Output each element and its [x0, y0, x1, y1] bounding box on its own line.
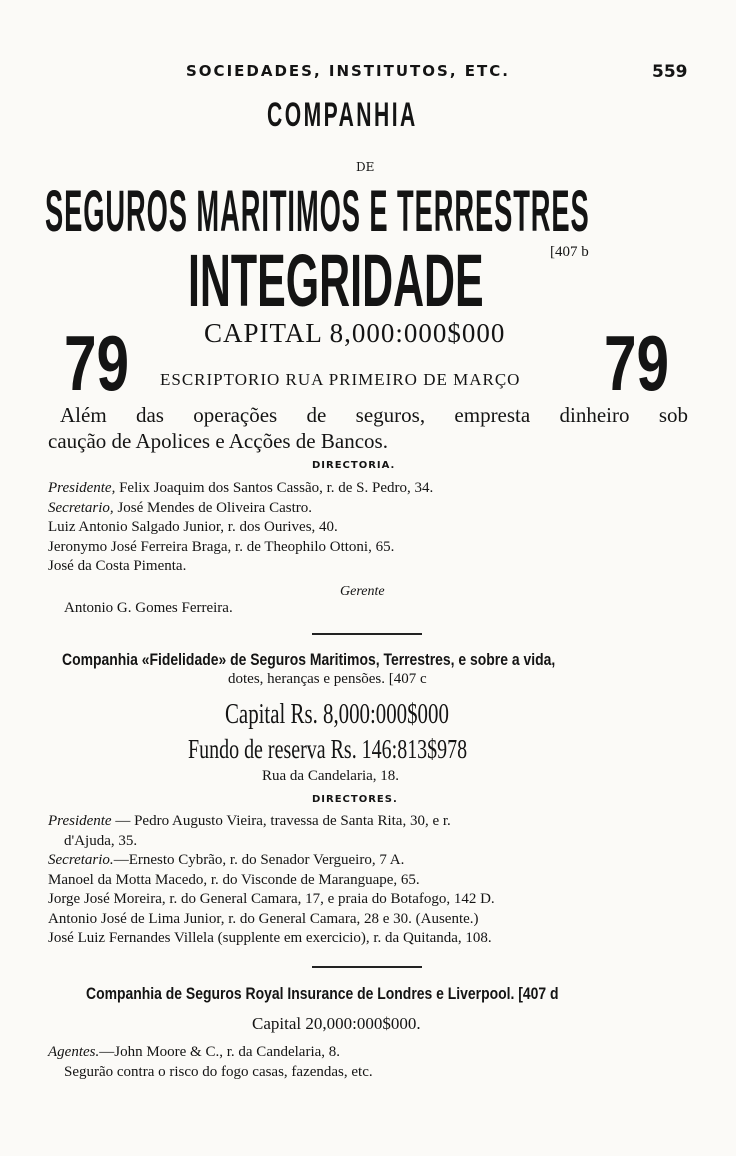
gerente-label: Gerente: [340, 584, 385, 599]
royal-title: Companhia de Seguros Royal Insurance de Londres e Liverpool. [407 d: [86, 984, 559, 1003]
running-head: SOCIEDADES, INSTITUTOS, ETC.: [186, 62, 510, 80]
list-item: Presidente — Pedro Augusto Vieira, travessa de Santa Rita, 30, e r.: [48, 813, 451, 829]
list-item: José Luiz Fernandes Villela (supplente em exercicio), r. da Quitanda, 108.: [48, 930, 492, 946]
list-item: d'Ajuda, 35.: [64, 832, 138, 849]
list-item: Manoel da Motta Macedo, r. do Visconde de Maranguape, 65.: [48, 871, 420, 888]
integridade-description: [48, 402, 688, 454]
heading-de: DE: [356, 160, 375, 174]
list-item: Segurão contra o risco do fogo casas, fazendas, etc.: [64, 1064, 373, 1080]
list-item: Secretario.—Ernesto Cybrão, r. do Senador Vergueiro, 7 A.: [48, 852, 405, 868]
director-role: Presidente: [48, 813, 112, 829]
fidelidade-title-line1: Companhia «Fidelidade» de Seguros Maritimos, Terrestres, e sobre a vida,: [62, 650, 556, 669]
street-number-right: 79: [604, 319, 670, 407]
fidelidade-address: Rua da Candelaria, 18.: [262, 768, 400, 784]
directores-label: DIRECTORES.: [312, 794, 398, 805]
company-name-integridade: INTEGRIDADE: [188, 239, 484, 322]
heading-companhia: COMPANHIA: [267, 96, 418, 134]
fidelidade-capital: Capital Rs. 8,000:000$000: [225, 698, 449, 730]
gerente-name: Antonio G. Gomes Ferreira.: [64, 600, 233, 616]
director-role: Secretario.: [48, 852, 114, 868]
list-item: José da Costa Pimenta.: [48, 558, 187, 574]
page-number: 559: [652, 62, 688, 82]
divider: [312, 966, 422, 968]
integridade-directors-list: [48, 479, 433, 577]
agents-role: Agentes.: [48, 1044, 100, 1060]
integridade-capital: CAPITAL 8,000:000$000: [204, 318, 506, 348]
list-item: Luiz Antonio Salgado Junior, r. dos Ourives, 40.: [48, 519, 338, 535]
street-number-left: 79: [64, 319, 130, 407]
heading-seguros-maritimos: SEGUROS MARITIMOS E TERRESTRES: [45, 179, 590, 244]
fidelidade-fundo-reserva: Fundo de reserva Rs. 146:813$978: [188, 734, 468, 764]
fidelidade-title-line2: dotes, heranças e pensões. [407 c: [228, 671, 427, 687]
list-item: Antonio José de Lima Junior, r. do General Camara, 28 e 30. (Ausente.): [48, 910, 479, 927]
directoria-label: DIRECTORIA.: [312, 460, 396, 471]
list-item: Jorge José Moreira, r. do General Camara, 17, e praia do Botafogo, 142 D.: [48, 891, 495, 907]
list-item: Agentes.—John Moore & C., r. da Candelaria, 8.: [48, 1044, 341, 1060]
list-item: Jeronymo José Ferreira Braga, r. de Theophilo Ottoni, 65.: [48, 538, 395, 555]
royal-agents: [48, 1042, 373, 1082]
integridade-office: ESCRIPTORIO RUA PRIMEIRO DE MARÇO: [160, 370, 521, 389]
divider: [312, 633, 422, 635]
list-item: Secretario, José Mendes de Oliveira Castro.: [48, 499, 312, 516]
description-line: Além das operações de seguros, empresta dinheiro sob: [60, 403, 688, 427]
list-item: Presidente, Felix Joaquim dos Santos Cassão, r. de S. Pedro, 34.: [48, 480, 434, 496]
description-line: caução de Apolices e Acções de Bancos.: [48, 429, 388, 453]
director-role: Presidente,: [48, 480, 116, 496]
royal-capital: Capital 20,000:000$000.: [252, 1014, 421, 1033]
director-role: Secretario,: [48, 499, 114, 516]
reference-407b: [407 b: [550, 244, 589, 260]
fidelidade-directors-list: [48, 812, 495, 949]
